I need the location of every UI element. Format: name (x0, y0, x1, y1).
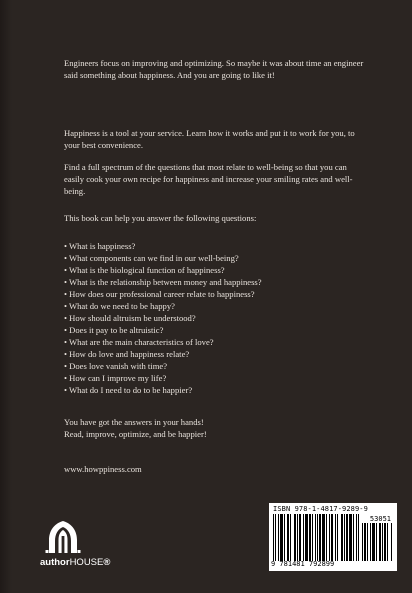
barcode-bar (387, 523, 388, 561)
barcode-bar (329, 514, 330, 561)
barcode-bar (391, 523, 392, 561)
list-item: • What is the biological function of happiness? (64, 265, 225, 275)
barcode-bar (367, 523, 368, 561)
list-item: • Does love vanish with time? (64, 361, 168, 371)
barcode-bar (337, 514, 338, 561)
website-url (64, 463, 364, 475)
isbn-barcode (269, 503, 397, 571)
list-item: • What do we need to be happy? (64, 301, 175, 311)
barcode-bar (346, 514, 348, 561)
list-item: • Does it pay to be altruistic? (64, 325, 164, 335)
list-item: • How should altruism be understood? (64, 313, 196, 323)
intro-paragraph (64, 57, 364, 81)
barcode-bar (376, 523, 377, 561)
barcode-addon-bars (362, 523, 393, 561)
barcode-bar (287, 514, 289, 561)
barcode-bar (273, 514, 274, 561)
barcode-bar (319, 514, 321, 561)
barcode-digits: 9 781481 792899 (271, 560, 335, 568)
list-item: • What do I need to do to be happier? (64, 385, 193, 395)
barcode-bar (356, 514, 357, 561)
list-item: • How can I improve my life? (64, 373, 167, 383)
barcode-bar (275, 514, 276, 561)
closing-line-1: You have got the answers in your hands! (64, 417, 204, 427)
publisher-logo (40, 520, 110, 570)
barcode-bar (299, 514, 301, 561)
barcode-bar (364, 523, 366, 561)
closing-paragraph (64, 416, 364, 440)
barcode-bar (303, 514, 304, 561)
list-item: • How does our professional career relate to happiness? (64, 289, 255, 299)
barcode-bar (353, 514, 354, 561)
isbn-label: ISBN 978-1-4817-9289-9 (273, 505, 368, 513)
barcode-bar (362, 523, 363, 561)
tool-paragraph (64, 127, 364, 151)
barcode-bar (382, 523, 383, 561)
barcode-bar (335, 514, 336, 561)
barcode-bars (273, 514, 359, 561)
list-item: • How do love and happiness relate? (64, 349, 190, 359)
questions-list (64, 240, 364, 396)
questions-lead (64, 212, 364, 224)
barcode-bar (309, 514, 311, 561)
publisher-name (40, 557, 110, 568)
spine-shadow (0, 0, 12, 593)
barcode-bar (278, 514, 279, 561)
lead-text: This book can help you answer the following questions: (64, 213, 257, 223)
barcode-bar (349, 514, 352, 561)
barcode-addon-number: 53051 (369, 515, 391, 523)
intro-text: Engineers focus on improving and optimizing. So maybe it was about time an engineer said something about happiness. And you are going to like it! (64, 58, 364, 80)
barcode-bar (297, 514, 298, 561)
list-item: • What components can we find in our well-being? (64, 253, 239, 263)
spectrum-text: Find a full spectrum of the questions that most relate to well-being so that you can easily cook your own recipe for happiness and increase your smiling rates and well-being. (64, 162, 353, 196)
barcode-bar (372, 523, 375, 561)
tool-text: Happiness is a tool at your service. Learn how it works and put it to work for you, to your best convenience. (64, 128, 355, 150)
publisher-name-light: HOUSE (69, 557, 104, 568)
authorhouse-arch-icon (45, 520, 81, 554)
barcode-bar (305, 514, 308, 561)
barcode-bar (370, 523, 371, 561)
barcode-bar (358, 514, 359, 561)
barcode-bar (312, 514, 313, 561)
list-item: • What is the relationship between money and happiness? (64, 277, 262, 287)
barcode-bar (379, 523, 381, 561)
barcode-bar (322, 514, 325, 561)
closing-line-2: Read, improve, optimize, and be happier! (64, 429, 207, 439)
barcode-bar (344, 514, 345, 561)
barcode-bar (341, 514, 343, 561)
list-item: • What are the main characteristics of love? (64, 337, 214, 347)
list-item: • What is happiness? (64, 241, 136, 251)
publisher-name-bold: author (40, 557, 70, 568)
barcode-bar (284, 514, 285, 561)
registered-mark: ® (103, 557, 111, 568)
barcode-bar (315, 514, 316, 561)
barcode-bar (384, 523, 386, 561)
barcode-bar (290, 514, 291, 561)
barcode-bar (294, 514, 296, 561)
barcode-bar (326, 514, 327, 561)
website-text: www.howppiness.com (64, 464, 142, 474)
barcode-bar (280, 514, 283, 561)
barcode-bar (317, 514, 318, 561)
spectrum-paragraph (64, 161, 364, 197)
barcode-bar (331, 514, 333, 561)
